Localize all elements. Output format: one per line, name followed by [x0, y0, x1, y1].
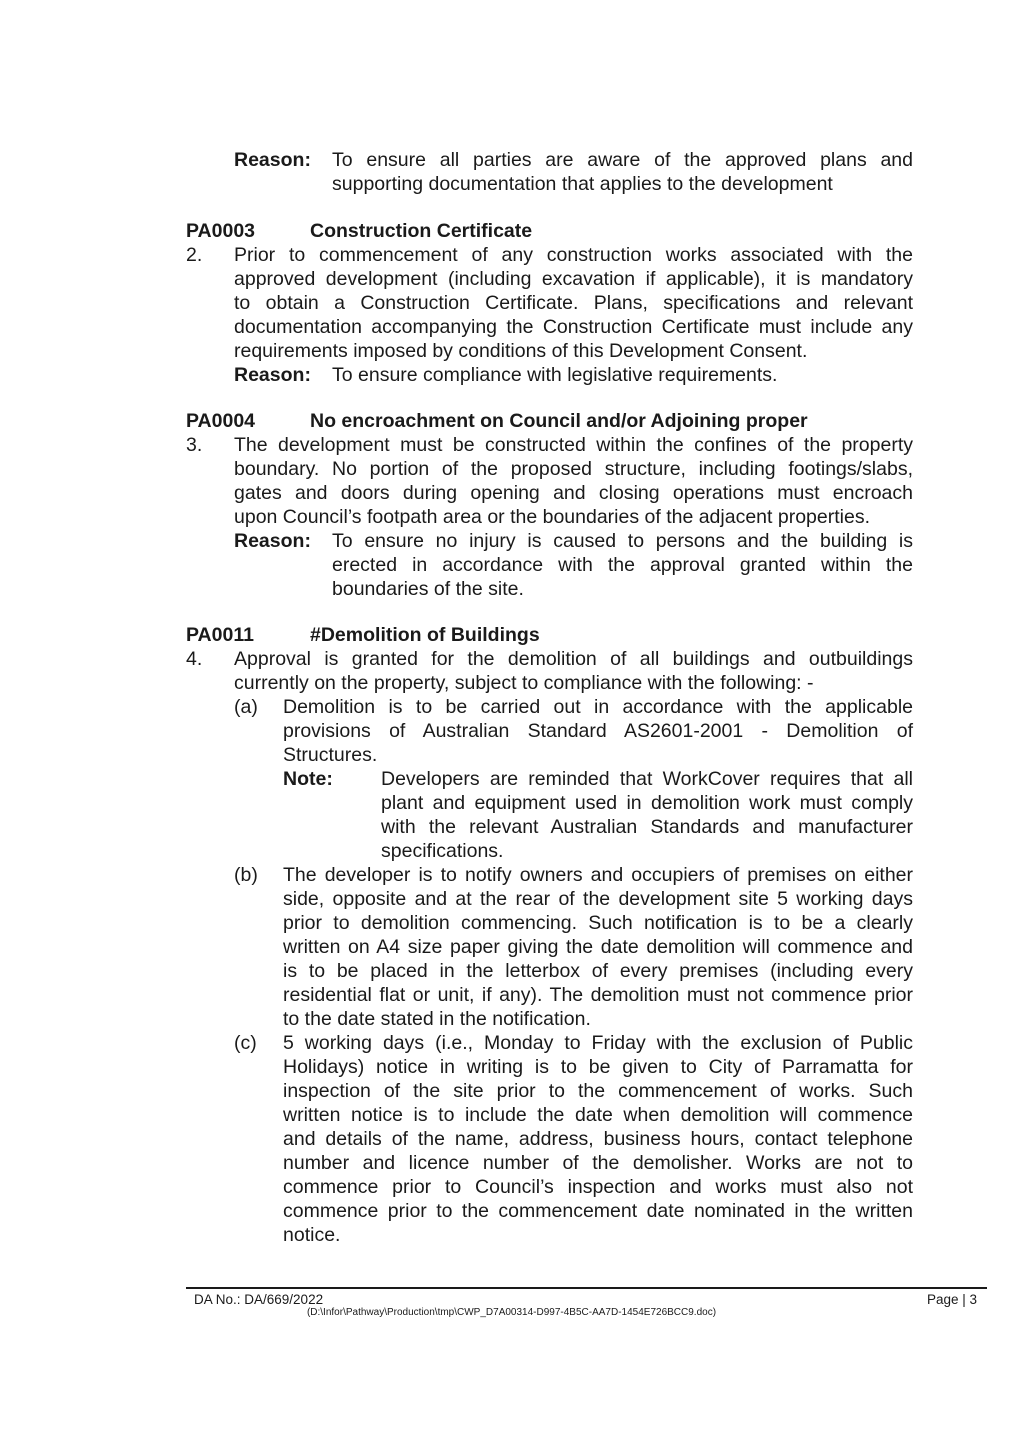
sub-item-text-line: prior to demolition commencing. Such notification is to be a clearly: [283, 912, 913, 934]
condition-text-line: boundary. No portion of the proposed structure, including footings/slabs,: [234, 458, 913, 480]
condition-text-line: currently on the property, subject to compliance with the following: -: [234, 672, 814, 694]
condition-text-line: upon Council’s footpath area or the boundaries of the adjacent properties.: [234, 506, 870, 528]
sub-item-text-line: commence prior to Council’s inspection and works must also not: [283, 1176, 913, 1198]
reason-text-line: erected in accordance with the approval granted within the: [332, 554, 913, 576]
note-text-line: plant and equipment used in demolition work must comply: [381, 792, 913, 814]
sub-item-text-line: written on A4 size paper giving the date demolition will commence and: [283, 936, 913, 958]
sub-item-text-line: written notice is to include the date when demolition will commence: [283, 1104, 913, 1126]
condition-text-line: Approval is granted for the demolition of all buildings and outbuildings: [234, 648, 913, 670]
footer-da-number: DA No.: DA/669/2022: [194, 1292, 324, 1307]
condition-number: 3.: [186, 434, 203, 456]
footer-file-path: (D:\Infor\Pathway\Production\tmp\CWP_D7A00314-D997-4B5C-AA7D-1454E726BCC9.doc): [306, 1307, 717, 1318]
note-label: Note:: [283, 768, 333, 790]
condition-text-line: approved development (including excavation if applicable), it is mandatory: [234, 268, 913, 290]
reason-text-line: To ensure all parties are aware of the approved plans and: [332, 149, 913, 171]
reason-text-line: boundaries of the site.: [332, 578, 524, 600]
sub-item-text-line: and details of the name, address, business hours, contact telephone: [283, 1128, 913, 1150]
condition-text-line: Prior to commencement of any construction works associated with the: [234, 244, 913, 266]
footer-rule: [186, 1287, 987, 1289]
sub-item-text-line: residential flat or unit, if any). The demolition must not commence prior: [283, 984, 913, 1006]
sub-item-text-line: 5 working days (i.e., Monday to Friday with the exclusion of Public: [283, 1032, 913, 1054]
sub-item-label: (b): [234, 864, 258, 886]
sub-item-text-line: side, opposite and at the rear of the development site 5 working days: [283, 888, 913, 910]
condition-code: PA0011: [186, 624, 254, 646]
condition-code: PA0003: [186, 220, 256, 242]
footer-page-number: Page | 3: [926, 1292, 977, 1307]
reason-label: Reason:: [234, 149, 311, 171]
sub-item-text-line: provisions of Australian Standard AS2601-2001 - Demolition of: [283, 720, 913, 742]
condition-text-line: to obtain a Construction Certificate. Plans, specifications and relevant: [234, 292, 913, 314]
sub-item-text-line: inspection of the site prior to the commencement of works. Such: [283, 1080, 913, 1102]
note-text-line: with the relevant Australian Standards and manufacturer: [381, 816, 913, 838]
sub-item-text-line: Structures.: [283, 744, 378, 766]
note-text-line: Developers are reminded that WorkCover requires that all: [381, 768, 913, 790]
condition-title: No encroachment on Council and/or Adjoining proper: [310, 410, 808, 432]
condition-number: 2.: [186, 244, 203, 266]
condition-text-line: documentation accompanying the Construction Certificate must include any: [234, 316, 913, 338]
condition-text-line: The development must be constructed within the confines of the property: [234, 434, 913, 456]
condition-text-line: requirements imposed by conditions of this Development Consent.: [234, 340, 808, 362]
sub-item-text-line: notice.: [283, 1224, 341, 1246]
reason-text-line: To ensure no injury is caused to persons and the building is: [332, 530, 913, 552]
reason-label: Reason:: [234, 530, 311, 552]
sub-item-label: (a): [234, 696, 258, 718]
sub-item-label: (c): [234, 1032, 257, 1054]
condition-code: PA0004: [186, 410, 256, 432]
sub-item-text-line: commence prior to the commencement date nominated in the written: [283, 1200, 913, 1222]
reason-text-line: To ensure compliance with legislative requirements.: [332, 364, 778, 386]
sub-item-text-line: Holidays) notice in writing is to be given to City of Parramatta for: [283, 1056, 913, 1078]
sub-item-text-line: The developer is to notify owners and occupiers of premises on either: [283, 864, 913, 886]
sub-item-text-line: to the date stated in the notification.: [283, 1008, 591, 1030]
note-text-line: specifications.: [381, 840, 504, 862]
condition-number: 4.: [186, 648, 203, 670]
sub-item-text-line: Demolition is to be carried out in accordance with the applicable: [283, 696, 913, 718]
sub-item-text-line: is to be placed in the letterbox of every premises (including every: [283, 960, 913, 982]
condition-title: #Demolition of Buildings: [310, 624, 540, 646]
sub-item-text-line: number and licence number of the demolisher. Works are not to: [283, 1152, 913, 1174]
reason-label: Reason:: [234, 364, 311, 386]
reason-text-line: supporting documentation that applies to the development: [332, 173, 833, 195]
condition-title: Construction Certificate: [310, 220, 533, 242]
condition-text-line: gates and doors during opening and closing operations must encroach: [234, 482, 913, 504]
